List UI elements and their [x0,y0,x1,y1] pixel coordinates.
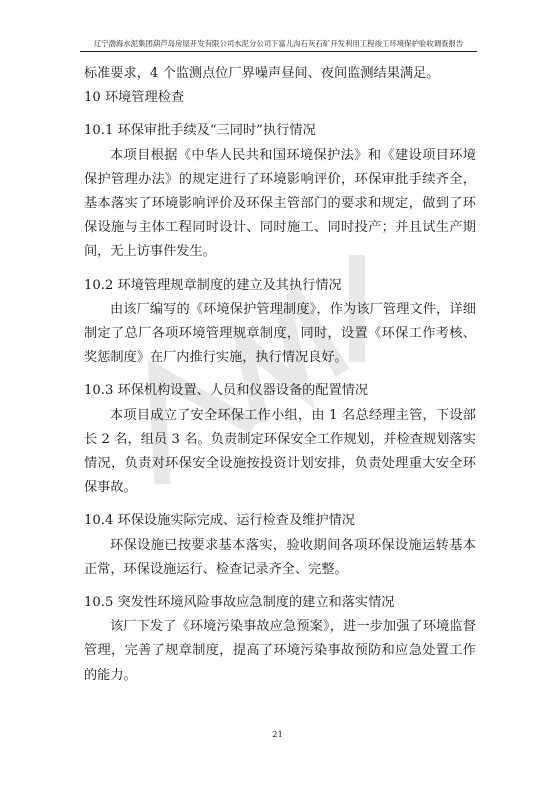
paragraph-10-5: 该厂下发了《环境污染事故应急预案》，进一步加强了环境监督管理，完善了规章制度，提高了环境污染事故预防和应急处置工作的能力。 [84,619,476,683]
section-heading-10: 10 环境管理检查 [84,90,185,106]
subsection-heading-10-1: 10.1 环保审批手续及“三同时”执行情况 [84,123,316,139]
running-header: 辽宁渤海水泥集团葫芦岛房屋开发有限公司水泥分公司下富儿沟石灰石矿开发利用工程竣工环境保护验收调查报告 [93,39,464,48]
paragraph-10-2: 由该厂编写的《环境保护管理制度》，作为该厂管理文件，详细制定了总厂各项环境管理规章制度，同时，设置《环保工作考核、奖惩制度》在厂内推行实施，执行情况良好。 [84,301,476,366]
paragraph-10-3: 本项目成立了安全环保工作小组，由 1 名总经理主管，下设部长 2 名，组员 3 名。负责制定环保安全工作规划，并检查规划落实情况，负责对环保安全设施按投资计划安排，负责处理重大安全环保事故。 [84,407,476,496]
paragraph-10-1: 本项目根据《中华人民共和国环境保护法》和《建设项目环境保护管理办法》的规定进行了环境影响评价，环保审批手续齐全，基本落实了环境影响评价及环保主管部门的要求和规定，做到了环保设施与主体工程同时设计、同时施工、同时投产；并且试生产期间，无上访事件发生。 [84,147,476,260]
subsection-heading-10-3: 10.3 环保机构设置、人员和仪器设备的配置情况 [84,383,369,399]
page-number: 21 [272,730,283,740]
header-rule [80,51,477,52]
subsection-heading-10-4: 10.4 环保设施实际完成、运行检查及维护情况 [84,513,355,529]
subsection-heading-10-5: 10.5 突发性环境风险事故应急制度的建立和落实情况 [84,595,395,611]
subsection-heading-10-2: 10.2 环境管理规章制度的建立及其执行情况 [84,277,342,293]
continuation-paragraph: 标准要求，4 个监测点位厂界噪声昼间、夜间监测结果满足。 [84,66,440,81]
paragraph-10-4: 环保设施已按要求基本落实，验收期间各项环保设施运转基本正常，环保设施运行、检查记录齐全、完整。 [84,537,476,577]
main-content [84,62,476,688]
